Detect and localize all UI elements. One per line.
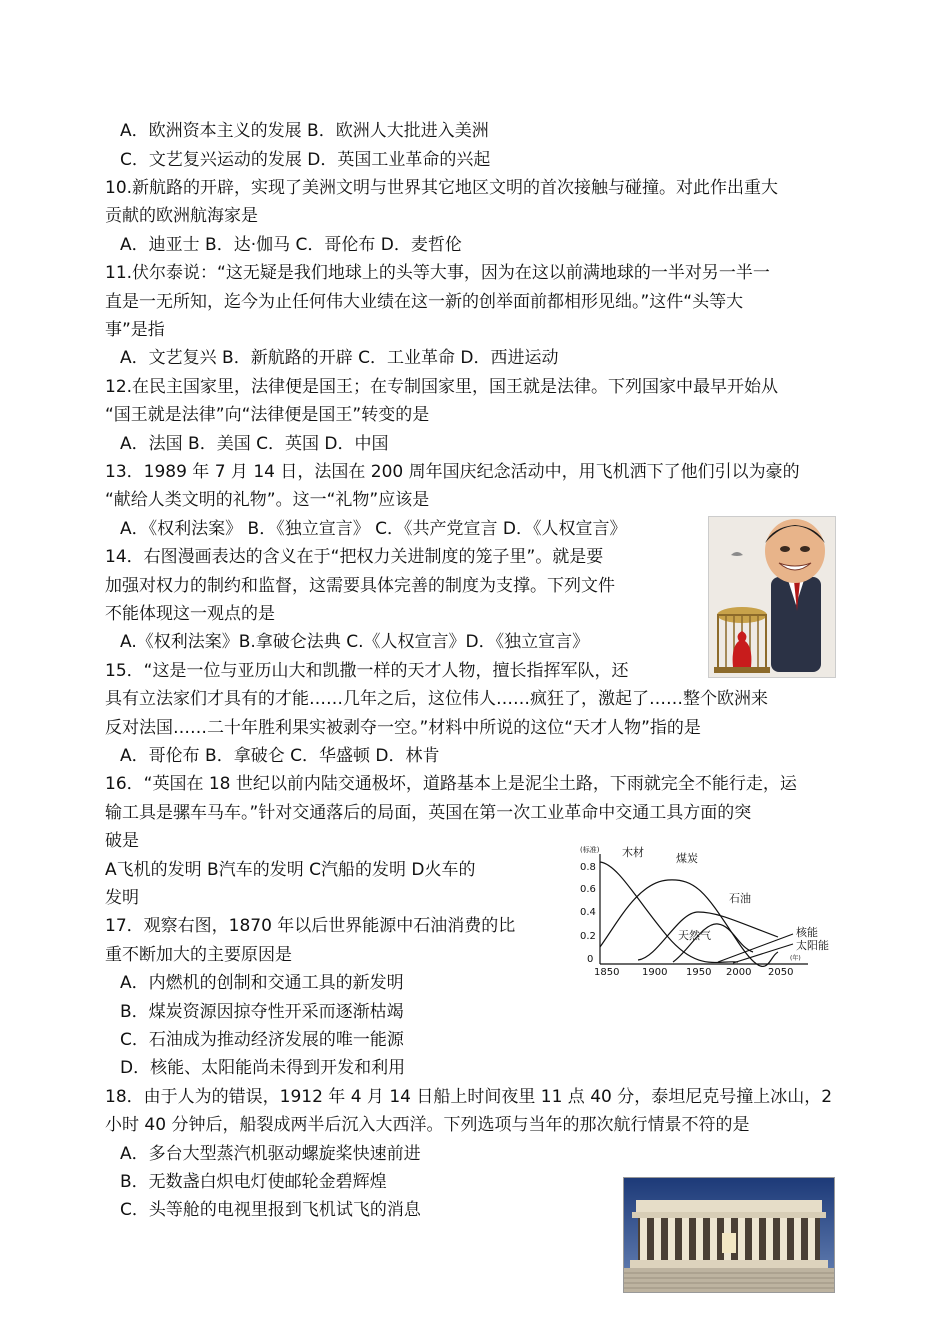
chart-y-tick: 0	[587, 954, 594, 965]
chart-y-unit: (标准)	[580, 846, 600, 854]
label-gas: 天然气	[678, 929, 711, 942]
text-line: 小时 40 分钟后，船裂成两半后沉入大西洋。下列选项与当年的那次航行情景不符的是	[105, 1115, 750, 1135]
text-line: 具有立法家们才具有的才能……几年之后，这位伟人……疯狂了，激起了……整个欧洲来	[105, 689, 768, 709]
cartoon-illustration-icon	[709, 517, 835, 677]
question-15: 15．“这是一位与亚历山大和凯撒一样的天才人物，擅长指挥军队，还	[105, 661, 629, 681]
temple-illustration-icon	[624, 1178, 834, 1292]
question-18: 18．由于人为的错误，1912 年 4 月 14 日船上时间夜里 11 点 40 分，泰坦尼克号撞上冰山，2	[105, 1087, 833, 1107]
text-line: 加强对权力的制约和监督，这需要具体完善的制度为支撑。下列文件	[105, 576, 615, 596]
energy-consumption-chart	[578, 842, 832, 978]
text-line: 反对法国……二十年胜利果实被剥夺一空。”材料中所说的这位“天才人物”指的是	[105, 718, 701, 738]
label-coal: 煤炭	[676, 852, 698, 865]
text-line: 重不断加大的主要原因是	[105, 945, 292, 965]
question-17: 17．观察右图，1870 年以后世界能源中石油消费的比	[105, 916, 516, 936]
chart-y-tick: 0.8	[580, 862, 596, 873]
option-18a: A．多台大型蒸汽机驱动螺旋桨快速前进	[120, 1144, 421, 1164]
text-line: C．文艺复兴运动的发展 D．英国工业革命的兴起	[120, 150, 491, 170]
label-nuclear: 核能	[796, 926, 818, 939]
options-14: A.《权利法案》B.拿破仑法典 C.《人权宣言》D．《独立宣言》	[120, 632, 590, 652]
chart-x-tick: 1950	[686, 967, 712, 978]
text-line: 破是	[105, 831, 139, 851]
chart-x-tick: 2000	[726, 967, 752, 978]
text-line: “国王就是法律”向“法律便是国王”转变的是	[105, 405, 430, 425]
option-17d: D．核能、太阳能尚未得到开发和利用	[120, 1058, 406, 1078]
coal-curve	[600, 880, 778, 967]
text-line: 不能体现这一观点的是	[105, 604, 275, 624]
option-17c: C．石油成为推动经济发展的唯一能源	[120, 1030, 404, 1050]
text-line: 发明	[105, 888, 139, 908]
chart-x-tick: 1850	[594, 967, 620, 978]
label-solar: 太阳能	[796, 939, 829, 952]
caged-power-cartoon	[708, 516, 836, 678]
text-line: 直是一无所知，迄今为止任何伟大业绩在这一新的创举面前都相形见绌。”这件“头等大	[105, 292, 744, 312]
chart-x-tick: 1900	[642, 967, 668, 978]
chart-y-tick: 0.4	[580, 907, 596, 918]
text-line: A．欧洲资本主义的发展 B．欧洲人大批进入美洲	[120, 121, 489, 141]
option-18b: B．无数盏白炽电灯使邮轮金碧辉煌	[120, 1172, 387, 1192]
text-line: “献给人类文明的礼物”。这一“礼物”应该是	[105, 490, 430, 510]
question-16: 16．“英国在 18 世纪以前内陆交通极坏，道路基本上是泥尘土路，下雨就完全不能行走，运	[105, 774, 797, 794]
option-17a: A．内燃机的创制和交通工具的新发明	[120, 973, 404, 993]
chart-y-tick: 0.6	[580, 884, 596, 895]
label-wood: 木材	[622, 846, 644, 859]
options-11: A．文艺复兴 B．新航路的开辟 C．工业革命 D．西进运动	[120, 348, 559, 368]
options-16: A飞机的发明 B汽车的发明 C汽船的发明 D火车的	[105, 860, 476, 880]
chart-x-unit: (年)	[790, 955, 801, 962]
question-13: 13．1989 年 7 月 14 日，法国在 200 周年国庆纪念活动中，用飞机洒下了他们引以为豪的	[105, 462, 800, 482]
options-13: A．《权利法案》 B．《独立宣言》 C．《共产党宣言 D．《人权宣言》	[120, 519, 627, 539]
question-12: 12.在民主国家里，法律便是国王；在专制国家里，国王就是法律。下列国家中最早开始从	[105, 377, 779, 397]
memorial-building-photo	[623, 1177, 835, 1293]
option-17b: B．煤炭资源因掠夺性开采而逐渐枯竭	[120, 1002, 404, 1022]
options-15: A．哥伦布 B．拿破仑 C．华盛顿 D．林肯	[120, 746, 440, 766]
options-12: A．法国 B．美国 C．英国 D．中国	[120, 434, 389, 454]
question-14: 14．右图漫画表达的含义在于“把权力关进制度的笼子里”。就是要	[105, 547, 604, 567]
question-11: 11.伏尔泰说：“这无疑是我们地球上的头等大事，因为在这以前满地球的一半对另一半一	[105, 263, 770, 283]
option-18c: C．头等舱的电视里报到飞机试飞的消息	[120, 1200, 421, 1220]
options-10: A．迪亚士 B．达·伽马 C．哥伦布 D．麦哲伦	[120, 235, 462, 255]
question-10: 10.新航路的开辟，实现了美洲文明与世界其它地区文明的首次接触与碰撞。对此作出重大	[105, 178, 779, 198]
text-line: 事”是指	[105, 320, 165, 340]
text-line: 贡献的欧洲航海家是	[105, 206, 258, 226]
chart-x-tick: 2050	[768, 967, 794, 978]
text-line: 输工具是骡车马车。”针对交通落后的局面，英国在第一次工业革命中交通工具方面的突	[105, 803, 752, 823]
chart-y-tick: 0.2	[580, 931, 596, 942]
label-oil: 石油	[729, 892, 751, 905]
